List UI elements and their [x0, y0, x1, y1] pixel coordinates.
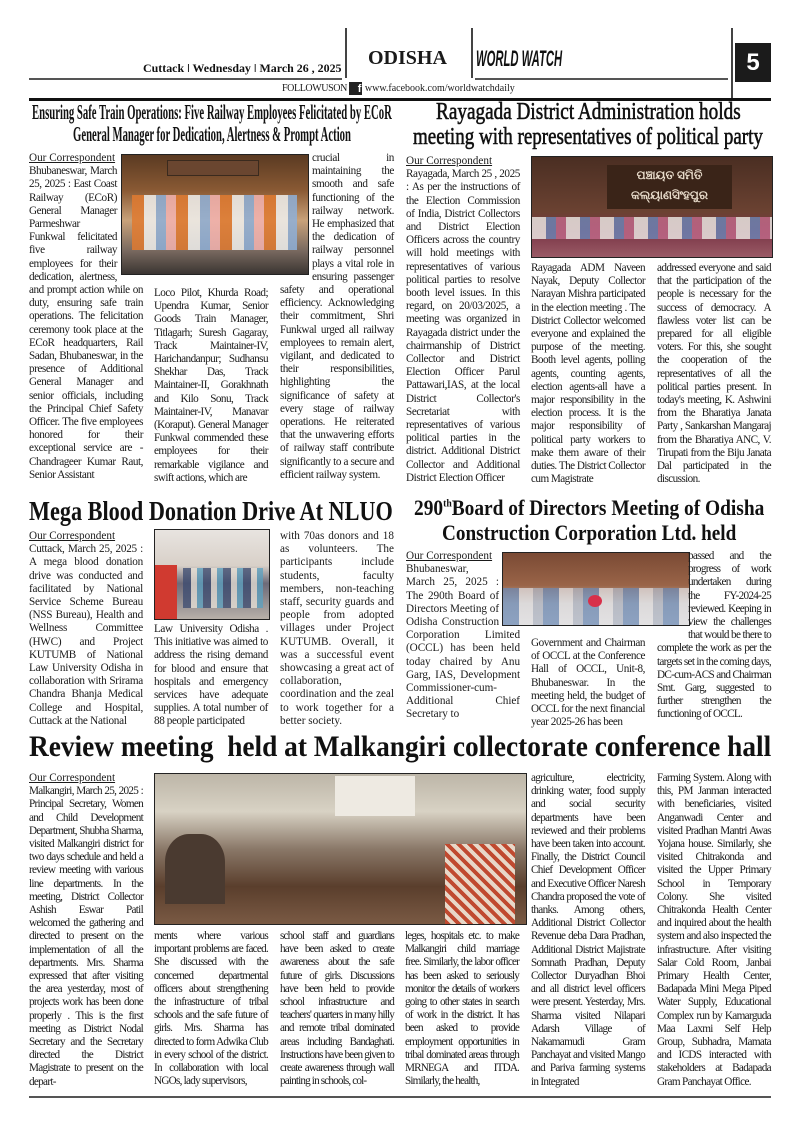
byline: Our Correspondent	[406, 155, 493, 167]
section-title: ODISHA	[368, 47, 447, 69]
article-column	[657, 550, 771, 722]
article-text: Bhubaneswar, March 25, 2025 : East Coast Railway (ECoR) General Manager Parmeshwar Funkwal felicitated five railway employees for their dedication, alertness, and prompt action while on duty, ensuring safe train operations. The felicitation ceremony took place at the ECoR headquarters, Rail Sadan, Bhubaneswar, in the presence of Additional General Manager and senior officials, including the Principal Chief Safety Officer. The five employees honored for their exceptional service are -Chandrageer Kumar Raut, Senior Assistant	[29, 165, 143, 481]
headline: Rayagada District Administration holds	[436, 99, 741, 125]
byline: Our Correspondent	[406, 550, 493, 562]
article-text: school staff and guardians have been asked to create awareness about the safe future of girls. Discussions have been held to provide school infrastructure and teachers' quarters in many hilly and remote tribal dominated areas including Bandaghati. Instructions have been given to create awareness through wall painting in schools, col-	[280, 930, 394, 1088]
article-column	[405, 930, 519, 1088]
headline-number: 290	[414, 495, 444, 520]
article-column	[154, 623, 268, 729]
headline-sup: th	[443, 497, 452, 510]
headline: Construction Corporation Ltd. held	[442, 520, 737, 545]
follow-us	[282, 82, 515, 95]
headline: General Manager for Dedication, Alertness & Prompt Action	[73, 122, 351, 146]
article-text: Rayagada, March 25 , 2025 : As per the instructions of the Election Commission of India, District Collectors and District Election Officers across the country will hold meetings with representatives of various political parties to resolve booth level issues. In this regard, on 20/03/2025, a meeting was organized in Rayagada district under the chairmanship of District Collector and District Election Officer Parul Pattawari,IAS, at the local District Collector's Secretariat with representatives of various political parties in the district. Additional District Collector and Additional District Election Officer	[406, 168, 520, 484]
headline-text: Board of Directors Meeting of Odisha	[451, 495, 765, 520]
article-text: agriculture, electricity, drinking water, food supply and social security departments have been reviewed and their problems have been taken into account. Finally, the District Council Chief Development Officer and Executive Officer Naresh Chandra proposed the vote of thanks. Among others, Additional District Collector Revenue deba Dara Pradhan, Additional District Majistrate Somnath Pradhan, Deputy Collector Duryadhan Bhoi and all district level officers were present. Yesterday, Mrs. Sharma visited Nilapari Adarsh Village of Nakamamudi Gram Panchayat and visited Mango and Pariva farming systems in Integrated	[531, 772, 645, 1088]
photo-review-meeting	[154, 773, 527, 925]
headline: Ensuring Safe Train Operations: Five Railway Employees Felicitated by ECoR	[32, 100, 392, 124]
byline: Our Correspondent	[29, 772, 116, 784]
article-text: Rayagada ADM Naveen Nayak, Deputy Collector Narayan Mishra participated in the election meeting . The District Collector welcomed everyone and explained the purpose of the meeting. Booth level agents, polling agents, counting agents, election agents-all have a major responsibility in the election process. It is the major responsibility of political party workers to make them aware of their duties. The District Collector cum Magistrate	[531, 262, 645, 486]
dateline: Cuttack ǀ Wednesday ǀ March 26 , 2025	[143, 61, 342, 75]
article-column	[154, 287, 268, 485]
article-column	[29, 530, 143, 728]
article-text: with 70as donors and 18 as volunteers. The participants include students, faculty members, non-teaching staff, security guards and people from adopted villages under Project KUTUMB. Overall, it was a successful event showcasing a great act of collaboration, coordination and the zeal to work together for a better society.	[280, 530, 394, 727]
article-text: leges, hospitals etc. to make Malkangiri child marriage free. Similarly, the labor officer has been asked to seriously monitor the details of workers going to other states in search of work in the district. It has been asked to provide employment opportunities in tribal dominated areas through MRNEGA and ITDA. Similarly, the health,	[405, 930, 519, 1088]
newspaper-logo: WORLD WATCH	[476, 46, 563, 71]
photo-blood-drive	[154, 529, 270, 620]
article-text: Cuttack, March 25, 2025 : A mega blood donation drive was conducted and facilitated by National Service Scheme Bureau (NSS Bureau), Health and Wellness Committee (HWC) and Project KUTUMB of National Law University Odisha in collaboration with Srirama Chandra Bhanja Medical College and Hospital, Cuttack at the National	[29, 543, 143, 727]
divider	[471, 28, 473, 78]
sign-text: କଲ୍ୟାଣସିଂହପୁର	[631, 188, 708, 202]
article-column	[280, 152, 394, 482]
headline	[414, 496, 764, 519]
divider	[475, 78, 728, 80]
article-column	[29, 152, 143, 482]
headline: Mega Blood Donation Drive At NLUO	[29, 496, 393, 526]
article-column	[154, 930, 268, 1088]
article-text: passed and the progress of work undertaken during the FY-2024-25 reviewed. Keeping in view the challenges that would be there to complete the work as per the targets set in the coming days, DC-cum-ACS and Chairman Smt. Garg, suggested to further strengthen the functioning of OCCL.	[657, 550, 771, 721]
article-text: Farming System. Along with this, PM Janman interacted with beneficiaries, visited Anganwadi Center and visited Pradhan Mantri Awas Yojana house. Similarly, she visited Chitrakonda and visited the Upper Primary School in Temporary Colony. She visited Chitrakonda Health Center and inquired about the health system and also inspected the infrastructure. After visiting Salar Cold Room, Janbai Primary Health Center, Badapada Mini Mega Piped Water Supply, Educational Complex run by Kamarguda Maa Laxmi Self Help Group, Subhadra, Mamata and ICDS interacted with stakeholders at Badapada Gram Panchayat Office.	[657, 772, 771, 1088]
page-number: 5	[735, 43, 771, 82]
article-column	[531, 637, 645, 729]
article-column	[531, 772, 645, 1089]
divider	[731, 28, 733, 99]
headline: Review meeting held at Malkangiri collectorate conference hall	[29, 730, 772, 763]
divider	[345, 28, 347, 78]
sign-text: ପଞ୍ଚାୟତ ସମିତି	[636, 168, 703, 182]
article-column	[406, 155, 520, 485]
article-text: Malkangiri, March 25, 2025 : Principal Secretary, Women and Child Development Department, Shubha Sharma, visited Malkangiri district for two days schedule and held a review meeting with various line departments. In the meeting, District Collector Ashish Eswar Patil welcomed the gathering and directed to present on the implementation of all the departments. Mrs. Sharma expressed that after visiting the area yesterday, most of projects work has been done properly . This is the first meeting as District Nodal Secretary and the Secretary directed the District Magistrate to present on the depart-	[29, 785, 143, 1088]
byline: Our Correspondent	[29, 152, 116, 164]
article-text: Bhubaneswar, March 25, 2025 : The 290th Board of Directors Meeting of Odisha Construction Corporation Limited (OCCL) has been held today chaired by Anu Garg, IAS, Development Commissioner-cum-Additional Chief Secretary to	[406, 563, 520, 721]
facebook-url[interactable]: www.facebook.com/worldwatchdaily	[364, 82, 515, 94]
photo-meeting	[531, 156, 773, 258]
article-text: Law University Odisha . This initiative was aimed to address the rising demand for blood and ensure that hospitals and emergency services have adequate supplies. A total number of 88 people participated	[154, 623, 268, 728]
article-column	[280, 930, 394, 1088]
article-text: addressed everyone and said that the participation of the people is necessary for the success of democracy. A flawless voter list can be prepared for all eligible voters. For this, she sought the cooperation of the representatives of all the political parties present. In today's meeting, K. Ashwini from the Bharatiya Janata Party , Sankarshan Mangaraj from the Bharatiya ANC, V. Tirupati from the Biju Janata Dal participated in the discussion.	[657, 262, 771, 486]
article-column	[531, 262, 645, 486]
byline: Our Correspondent	[29, 530, 116, 542]
article-text: ments where various important problems are faced. She discussed with the concerned departmental officers about strengthening the infrastructure of tribal schools and the safe future of girls. Mrs. Sharma has directed to form Adwika Club in every school of the district. In collaboration with local NGOs, lady supervisors,	[154, 930, 268, 1088]
article-column	[657, 772, 771, 1089]
article-column	[657, 262, 771, 486]
divider	[29, 78, 342, 80]
article-text: Loco Pilot, Khurda Road; Upendra Kumar, Senior Goods Train Manager, Titlagarh; Suresh Gagaray, Track Maintainer-IV, Harichandanpur; Sudhansu Shekhar Das, Track Maintainer-II, Gorakhnath and Kilo Sonu, Track Maintainer-IV, Manavar (Koraput). General Manager Funkwal commended these employees for their remarkable vigilance and swift actions, which are	[154, 287, 268, 484]
article-text: crucial in maintaining the smooth and safe functioning of the railway network. He emphasized that the dedication of railway personnel plays a vital role in ensuring passenger safety and operational efficiency. Acknowledging their commitment, Shri Funkwal urged all railway employees to remain alert, vigilant, and dedicated to their responsibilities, highlighting the significance of safety at every stage of railway operations. He reiterated that the unwavering efforts of railway staff contribute significantly to a secure and efficient railway system.	[280, 152, 394, 481]
bottom-rule	[29, 1096, 771, 1098]
article-column	[280, 530, 394, 728]
follow-label: FOLLOWUSON	[282, 82, 347, 94]
facebook-icon: f	[349, 82, 362, 95]
headline: meeting with representatives of political party	[413, 124, 763, 150]
article-column	[29, 772, 143, 1089]
article-text: Government and Chairman of OCCL at the Conference Hall of OCCL, Unit-8, Bhubaneswar. In the meeting held, the budget of OCCL for the next financial year 2025-26 has been	[531, 637, 645, 729]
